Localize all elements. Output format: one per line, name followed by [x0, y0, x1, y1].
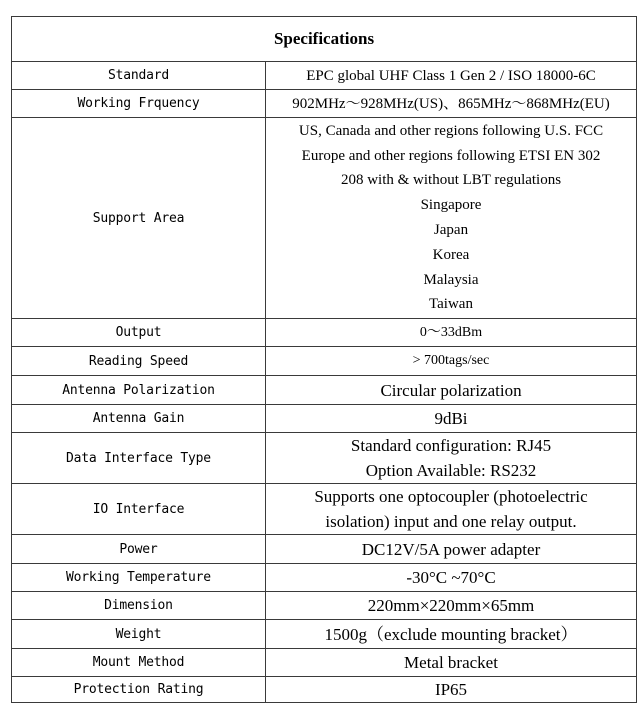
- spec-value-line: 902MHz～928MHz(US)、865MHz～868MHz(EU): [292, 95, 610, 112]
- spec-value-line: -30°C ~70°C: [406, 568, 496, 587]
- spec-label: Protection Rating: [12, 677, 266, 703]
- spec-value-line: Circular polarization: [380, 380, 522, 400]
- spec-value: [266, 405, 637, 433]
- spec-value-line: EPC global UHF Class 1 Gen 2 / ISO 18000-6C: [306, 67, 596, 84]
- spec-label: Dimension: [12, 592, 266, 620]
- spec-value: [266, 319, 637, 347]
- table-row: [12, 319, 637, 347]
- spec-label: Working Temperature: [12, 564, 266, 592]
- spec-label: IO Interface: [12, 484, 266, 535]
- table-title-row: [12, 17, 637, 62]
- table-row: [12, 564, 637, 592]
- spec-label: Antenna Polarization: [12, 376, 266, 405]
- table-title: Specifications: [12, 17, 637, 62]
- spec-value: [266, 62, 637, 90]
- spec-value-line: DC12V/5A power adapter: [361, 539, 541, 559]
- spec-value: [266, 620, 637, 649]
- spec-label: Data Interface Type: [12, 433, 266, 484]
- spec-value-line: > 700tags/sec: [412, 353, 490, 368]
- spec-value-line: Option Available: RS232: [365, 461, 537, 480]
- spec-value-line: 0～33dBm: [419, 324, 483, 340]
- spec-value: [266, 347, 637, 376]
- table-row: [12, 620, 637, 649]
- spec-label: Reading Speed: [12, 347, 266, 376]
- spec-label: Support Area: [12, 118, 266, 319]
- spec-value: [266, 484, 637, 535]
- table-row: [12, 592, 637, 620]
- spec-value: [266, 90, 637, 118]
- spec-value: [266, 535, 637, 564]
- spec-value-line: Malaysia: [423, 271, 479, 288]
- table-row: [12, 535, 637, 564]
- table-row: [12, 405, 637, 433]
- spec-value-line: US, Canada and other regions following U.S. FCC: [298, 122, 604, 139]
- spec-label: Weight: [12, 620, 266, 649]
- spec-label: Mount Method: [12, 649, 266, 677]
- table-row: [12, 433, 637, 484]
- spec-value: [266, 649, 637, 677]
- table-row: [12, 376, 637, 405]
- spec-label: Output: [12, 319, 266, 347]
- specifications-table: [11, 16, 637, 703]
- spec-value: [266, 592, 637, 620]
- spec-value-line: Taiwan: [429, 296, 473, 313]
- spec-label: Standard: [12, 62, 266, 90]
- spec-value-line: Singapore: [420, 197, 482, 214]
- spec-value-line: 208 with & without LBT regulations: [340, 172, 562, 189]
- table-row: [12, 90, 637, 118]
- table-row: [12, 118, 637, 319]
- spec-value: [266, 433, 637, 484]
- table-row: [12, 484, 637, 535]
- spec-value: [266, 677, 637, 703]
- spec-value-line: Japan: [433, 222, 469, 238]
- spec-value-line: 220mm×220mm×65mm: [367, 596, 535, 615]
- table-row: [12, 649, 637, 677]
- table-row: [12, 62, 637, 90]
- spec-value-line: Standard configuration: RJ45: [350, 436, 552, 455]
- spec-value-line: 1500g（exclude mounting bracket）: [324, 624, 578, 644]
- spec-value-line: Korea: [432, 246, 470, 263]
- spec-value-line: IP65: [434, 680, 468, 699]
- spec-value-line: Supports one optocoupler (photoelectric: [314, 487, 588, 506]
- table-row: [12, 347, 637, 376]
- spec-value: [266, 564, 637, 592]
- spec-value: [266, 376, 637, 405]
- spec-value: [266, 118, 637, 319]
- spec-value-line: Europe and other regions following ETSI EN 302: [301, 147, 601, 164]
- spec-value-line: isolation) input and one relay output.: [325, 512, 577, 531]
- spec-label: Antenna Gain: [12, 405, 266, 433]
- spec-label: Working Frquency: [12, 90, 266, 118]
- spec-value-line: Metal bracket: [404, 653, 498, 672]
- table-row: [12, 677, 637, 703]
- spec-label: Power: [12, 535, 266, 564]
- spec-value-line: 9dBi: [434, 409, 468, 428]
